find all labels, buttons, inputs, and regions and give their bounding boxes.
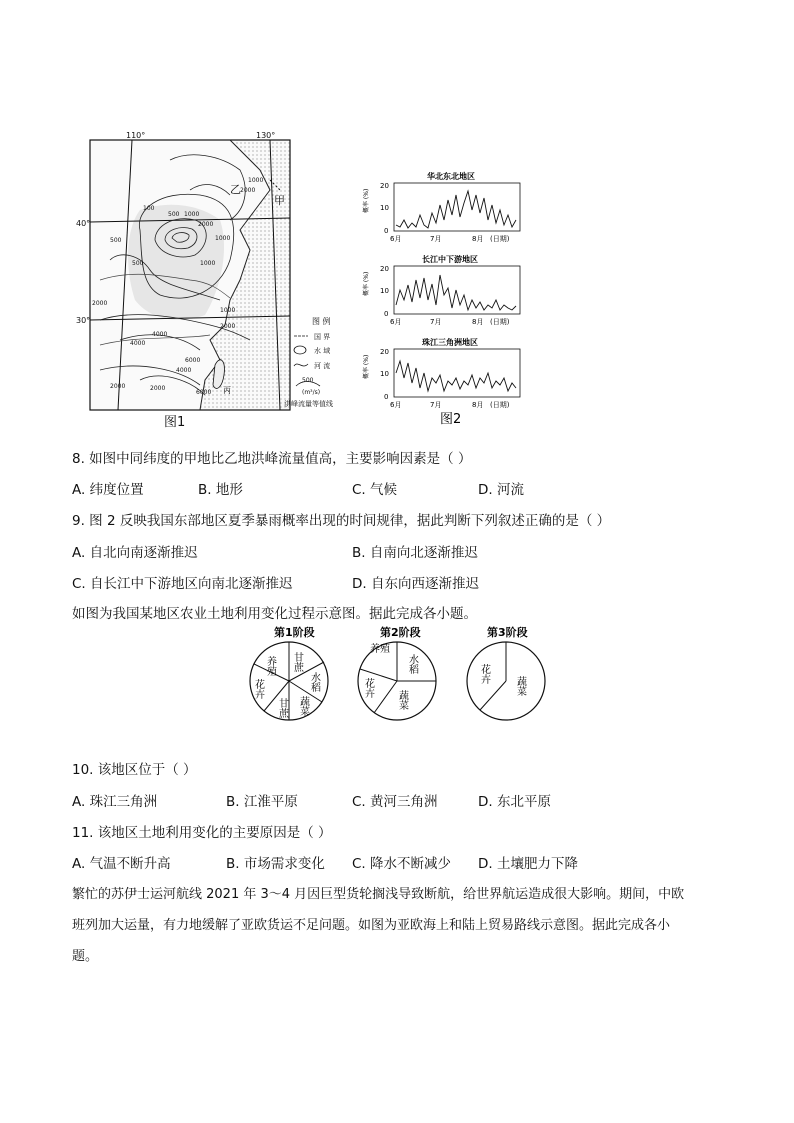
panel-title: 长江中下游地区 [422, 255, 478, 264]
x-tick: 6月 [390, 235, 402, 243]
pie-slice-label: 水稻 [406, 654, 418, 674]
contour-label: 2000 [92, 300, 108, 307]
intro-suez-line-3: 题。 [72, 949, 99, 964]
contour-label: 4000 [152, 331, 168, 338]
contour-label: 2000 [110, 383, 126, 390]
pie-title: 第2阶段 [380, 626, 421, 639]
y-tick: 0 [384, 310, 389, 318]
pie-slice-label: 水稻 [308, 672, 320, 692]
q9-option-c[interactable]: C. 自长江中下游地区向南北逐渐推迟 [72, 576, 293, 592]
panel-north [362, 171, 520, 243]
series-line [396, 361, 516, 391]
y-tick: 10 [380, 204, 389, 212]
q9-option-b[interactable]: B. 自南向北逐渐推迟 [352, 545, 478, 561]
y-tick: 20 [380, 348, 389, 356]
legend-iso-value: 500 [302, 377, 314, 384]
q8-stem: 8. 如图中同纬度的甲地比乙地洪峰流量值高，主要影响因素是（ ） [72, 451, 472, 467]
contour-label: 2000 [240, 187, 256, 194]
legend-title: 图 例 [312, 317, 331, 326]
contour-label: 2000 [150, 385, 166, 392]
pie-slice-label: 养殖 [264, 656, 276, 676]
pie-title: 第3阶段 [487, 626, 528, 639]
contour-label: 4000 [176, 367, 192, 374]
contour-label: 1000 [220, 307, 236, 314]
q11-option-b[interactable]: B. 市场需求变化 [226, 856, 325, 872]
q9-option-d[interactable]: D. 自东向西逐渐推迟 [352, 576, 479, 592]
pie-slice-label: 甘蔗 [276, 698, 288, 718]
place-yi: 乙 [230, 183, 241, 196]
pie-title: 第1阶段 [274, 626, 315, 639]
figure1-caption: 图1 [164, 415, 186, 430]
q11-option-a[interactable]: A. 气温不断升高 [72, 856, 171, 872]
contour-label: 500 [168, 211, 180, 218]
legend-iso-label: 洪峰流量等值线 [284, 400, 333, 408]
series-line [396, 191, 516, 228]
q10-stem: 10. 该地区位于（ ） [72, 762, 197, 778]
q10-option-a[interactable]: A. 珠江三角洲 [72, 794, 158, 810]
series-line [396, 275, 516, 310]
contour-label: 2000 [198, 221, 214, 228]
contour-label: 6000 [185, 357, 201, 364]
x-tick: 7月 [430, 235, 442, 243]
figure1-map [76, 130, 352, 430]
contour-label: 1000 [200, 260, 216, 267]
y-tick: 10 [380, 287, 389, 295]
contour-label: 1000 [215, 235, 231, 242]
y-tick: 20 [380, 265, 389, 273]
q10-option-c[interactable]: C. 黄河三角洲 [352, 794, 438, 810]
pie-slice-label: 花卉 [362, 678, 374, 698]
y-label: 概率 (%) [363, 271, 370, 296]
pie-slice-label: 蔬菜 [514, 676, 526, 696]
contour-label: 6000 [196, 389, 212, 396]
x-tick: 8月 [472, 235, 484, 243]
lat-label-40: 40° [76, 219, 91, 228]
place-jia: 甲 [274, 194, 285, 207]
legend-item-river: 河 流 [314, 362, 331, 370]
panel-pearl [362, 337, 520, 409]
place-bing: 丙 [223, 386, 231, 395]
panel-title: 华北东北地区 [427, 172, 475, 181]
y-label: 概率 (%) [363, 354, 370, 379]
intro-land-use: 如图为我国某地区农业土地利用变化过程示意图。据此完成各小题。 [72, 606, 477, 622]
q8-option-b[interactable]: B. 地形 [198, 482, 243, 498]
y-label: 概率 (%) [363, 188, 370, 213]
y-tick: 10 [380, 370, 389, 378]
contour-label: 4000 [130, 340, 146, 347]
contour-label: 2000 [220, 323, 236, 330]
pie-slice-label: 蔬菜 [297, 696, 309, 716]
y-tick: 0 [384, 393, 389, 401]
q8-option-c[interactable]: C. 气候 [352, 482, 398, 498]
legend-item-water: 水 域 [314, 347, 331, 355]
panel-title: 珠江三角洲地区 [422, 338, 478, 347]
contour-label: 100 [143, 205, 155, 212]
legend-item-border: 国 界 [314, 333, 331, 341]
contour-label: 1000 [184, 211, 200, 218]
x-tick: 7月 [430, 401, 442, 409]
pie-slice-label: 花卉 [252, 679, 264, 699]
land-use-pies [244, 624, 550, 724]
intro-suez-line-1: 繁忙的苏伊士运河航线 2021 年 3～4 月因巨型货轮搁浅导致断航，给世界航运造成很大影响。期间，中欧 [72, 887, 685, 902]
legend-iso-unit: (m³/s) [302, 389, 321, 396]
q9-stem: 9. 图 2 反映我国东部地区夏季暴雨概率出现的时间规律，据此判断下列叙述正确的是（ ） [72, 513, 611, 529]
q11-option-d[interactable]: D. 土壤肥力下降 [478, 856, 578, 872]
pie-slice-label: 养殖 [370, 644, 390, 655]
x-tick: (日期) [490, 235, 510, 243]
panel-yangtze [362, 254, 520, 326]
figure2-charts [360, 165, 530, 425]
x-tick: (日期) [490, 401, 510, 409]
pie-slice-label: 花卉 [478, 664, 490, 684]
x-tick: 6月 [390, 318, 402, 326]
contour-label: 1000 [248, 177, 264, 184]
x-tick: (日期) [490, 318, 510, 326]
y-tick: 0 [384, 227, 389, 235]
lon-label-110: 110° [126, 131, 146, 140]
pie-slice-label: 蔬菜 [396, 690, 408, 710]
lon-label-130: 130° [256, 131, 276, 140]
x-tick: 8月 [472, 318, 484, 326]
intro-suez-line-2: 班列加大运量，有力地缓解了亚欧货运不足问题。如图为亚欧海上和陆上贸易路线示意图。据此完成各小 [72, 918, 671, 933]
q11-option-c[interactable]: C. 降水不断减少 [352, 856, 452, 872]
q8-option-a[interactable]: A. 纬度位置 [72, 482, 144, 498]
x-tick: 8月 [472, 401, 484, 409]
figure2-caption: 图2 [440, 412, 462, 427]
x-tick: 6月 [390, 401, 402, 409]
q10-option-b[interactable]: B. 江淮平原 [226, 794, 298, 810]
contour-label: 500 [132, 260, 144, 267]
q11-stem: 11. 该地区土地利用变化的主要原因是（ ） [72, 825, 332, 841]
q9-option-a[interactable]: A. 自北向南逐渐推迟 [72, 545, 198, 561]
lat-label-30: 30° [76, 316, 91, 325]
contour-label: 500 [110, 237, 122, 244]
pie-slice-label: 甘蔗 [291, 652, 303, 672]
y-tick: 20 [380, 182, 389, 190]
q10-option-d[interactable]: D. 东北平原 [478, 794, 551, 810]
q8-option-d[interactable]: D. 河流 [478, 482, 524, 498]
x-tick: 7月 [430, 318, 442, 326]
